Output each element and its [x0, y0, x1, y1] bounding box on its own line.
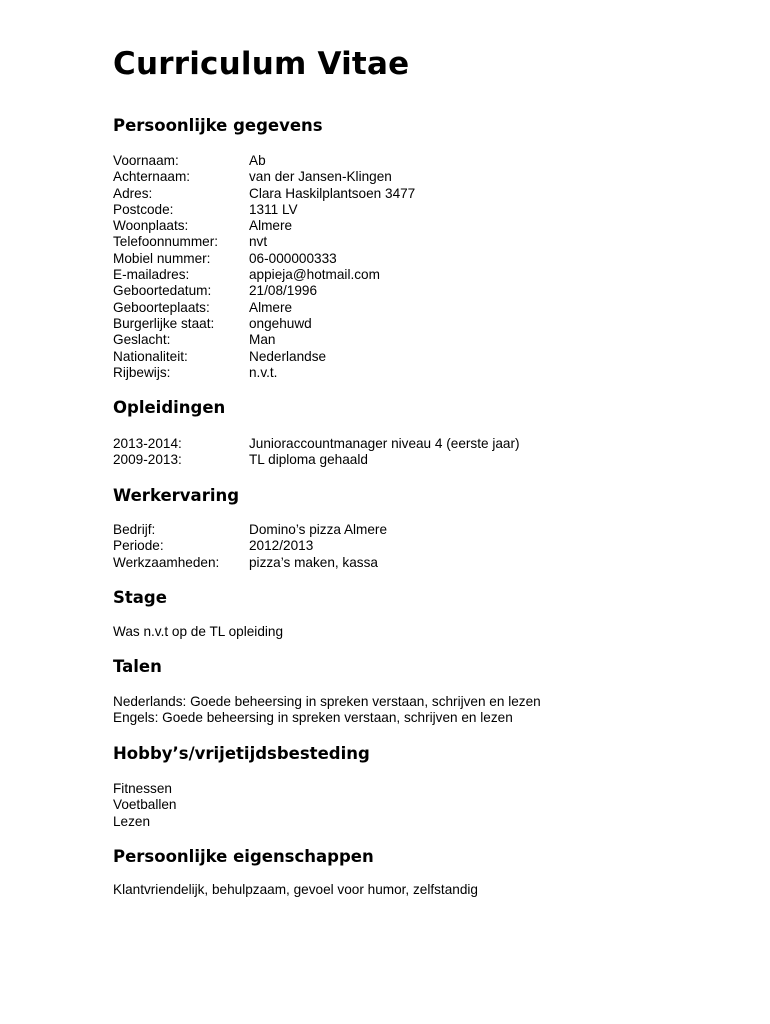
detail-label: Bedrijf:	[113, 522, 156, 537]
section-heading-traits: Persoonlijke eigenschappen	[113, 847, 374, 866]
detail-value: 2012/2013	[249, 538, 314, 554]
hobbies-list	[113, 781, 177, 830]
detail-label: Mobiel nummer:	[113, 250, 211, 266]
section-heading-work: Werkervaring	[113, 486, 240, 505]
detail-value: Ab	[249, 153, 266, 168]
detail-row	[113, 153, 415, 169]
detail-row	[113, 555, 387, 571]
document-title: Curriculum Vitae	[113, 46, 410, 82]
detail-label: Geboortedatum:	[113, 283, 212, 299]
section-heading-education: Opleidingen	[113, 398, 226, 417]
detail-row	[113, 522, 387, 538]
detail-value: pizza’s maken, kassa	[249, 554, 378, 570]
detail-row	[113, 332, 415, 348]
detail-value: Nederlandse	[249, 348, 327, 364]
detail-label: Geboorteplaats:	[113, 299, 210, 315]
detail-row	[113, 186, 415, 202]
text-line: Fitnessen	[113, 781, 172, 796]
education-list	[113, 436, 520, 469]
detail-row	[113, 300, 415, 316]
detail-row	[113, 283, 415, 299]
detail-label: Rijbewijs:	[113, 364, 171, 380]
detail-label: Periode:	[113, 538, 164, 554]
detail-value: TL diploma gehaald	[249, 452, 368, 468]
detail-label: Geslacht:	[113, 332, 171, 348]
detail-label: Adres:	[113, 185, 153, 201]
personal-details-list	[113, 153, 415, 381]
detail-value: 21/08/1996	[249, 283, 318, 299]
detail-label: 2013-2014:	[113, 436, 182, 451]
detail-value: Man	[249, 332, 276, 348]
languages-text	[113, 694, 541, 727]
detail-value: nvt	[249, 234, 268, 250]
text-line: Nederlands: Goede beheersing in spreken verstaan, schrijven en lezen	[113, 694, 541, 709]
detail-row	[113, 234, 415, 250]
detail-row	[113, 436, 520, 452]
detail-value: appieja@hotmail.com	[249, 267, 380, 283]
detail-row	[113, 169, 415, 185]
detail-value: Junioraccountmanager niveau 4 (eerste jaar)	[249, 436, 520, 451]
detail-row	[113, 251, 415, 267]
detail-label: Voornaam:	[113, 153, 179, 168]
text-line: Voetballen	[113, 797, 177, 813]
detail-row	[113, 316, 415, 332]
detail-row	[113, 218, 415, 234]
text-line: Lezen	[113, 813, 151, 829]
detail-row	[113, 202, 415, 218]
internship-text	[113, 624, 283, 640]
detail-label: Werkzaamheden:	[113, 554, 220, 570]
detail-value: Domino’s pizza Almere	[249, 522, 388, 537]
detail-label: Burgerlijke staat:	[113, 315, 215, 331]
detail-value: ongehuwd	[249, 315, 312, 331]
detail-value: 1311 LV	[249, 201, 298, 217]
text-line: Was n.v.t op de TL opleiding	[113, 624, 284, 639]
section-heading-hobbies: Hobby’s/vrijetijdsbesteding	[113, 744, 370, 763]
detail-value: Almere	[249, 299, 293, 315]
detail-row	[113, 365, 415, 381]
text-line: Engels: Goede beheersing in spreken verstaan, schrijven en lezen	[113, 710, 513, 726]
detail-label: Nationaliteit:	[113, 348, 188, 364]
detail-label: Telefoonnummer:	[113, 234, 219, 250]
detail-label: E-mailadres:	[113, 267, 190, 283]
detail-value: 06-000000333	[249, 250, 337, 266]
detail-row	[113, 349, 415, 365]
section-heading-internship: Stage	[113, 588, 167, 607]
detail-value: van der Jansen-Klingen	[249, 169, 392, 185]
detail-label: Postcode:	[113, 201, 174, 217]
detail-label: 2009-2013:	[113, 452, 182, 468]
detail-label: Woonplaats:	[113, 218, 189, 234]
detail-value: Almere	[249, 218, 293, 234]
detail-value: Clara Haskilplantsoen 3477	[249, 185, 416, 201]
text-line: Klantvriendelijk, behulpzaam, gevoel voor humor, zelfstandig	[113, 882, 478, 897]
detail-row	[113, 538, 387, 554]
work-experience-list	[113, 522, 387, 571]
detail-value: n.v.t.	[249, 364, 278, 380]
section-heading-personal: Persoonlijke gegevens	[113, 116, 323, 135]
section-heading-languages: Talen	[113, 657, 162, 676]
detail-row	[113, 267, 415, 283]
traits-text	[113, 882, 478, 898]
detail-row	[113, 452, 520, 468]
detail-label: Achternaam:	[113, 169, 191, 185]
